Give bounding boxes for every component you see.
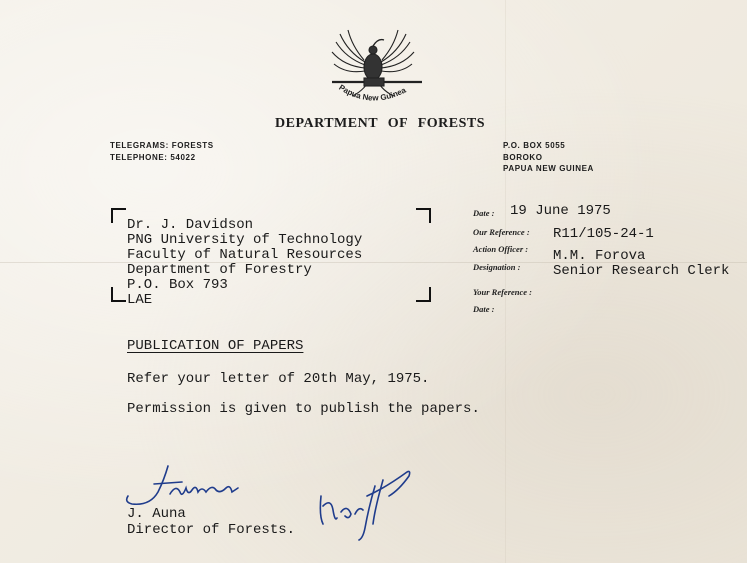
telegrams-line: TELEGRAMS: FORESTS [110, 141, 214, 150]
letterhead-left [110, 140, 214, 163]
address-line: LAE [127, 292, 153, 308]
bird-of-paradise-crest-icon [318, 22, 438, 110]
country-line: PAPUA NEW GUINEA [503, 164, 594, 173]
address-line: Faculty of Natural Resources [127, 247, 363, 263]
crest-country-text: Papua New Guinea [337, 82, 408, 103]
po-box-line: P.O. BOX 5055 [503, 141, 566, 150]
designation-label: Designation : [473, 262, 521, 272]
date-label: Date : [473, 208, 495, 218]
signatory-name: J. Auna [127, 506, 186, 522]
address-line: Department of Forestry [127, 262, 312, 278]
action-officer-value: M.M. Forova [553, 248, 646, 264]
address-bracket [111, 287, 126, 302]
letterhead-right [503, 140, 594, 175]
address-line: P.O. Box 793 [127, 277, 228, 293]
recipient-address [127, 218, 362, 308]
action-officer-label: Action Officer : [473, 244, 529, 254]
designation-value: Senior Research Clerk [553, 263, 730, 279]
city-line: BOROKO [503, 152, 543, 162]
address-line: PNG University of Technology [127, 232, 363, 248]
address-bracket [111, 208, 126, 223]
address-bracket [416, 208, 431, 223]
date-value: 19 June 1975 [510, 203, 611, 219]
signatory-title: Director of Forests. [127, 522, 296, 538]
your-date-label: Date : [473, 304, 495, 314]
department-title: DEPARTMENT OF FORESTS [275, 116, 485, 131]
our-reference-label: Our Reference : [473, 227, 530, 237]
paper-crease [505, 0, 506, 563]
subject-line: PUBLICATION OF PAPERS [127, 338, 304, 354]
address-line: Dr. J. Davidson [127, 217, 254, 233]
your-reference-label: Your Reference : [473, 287, 533, 297]
body-line-2: Permission is given to publish the papers. [127, 401, 480, 417]
body-line-1: Refer your letter of 20th May, 1975. [127, 371, 430, 387]
telephone-line: TELEPHONE: 54022 [110, 152, 196, 162]
address-bracket [416, 287, 431, 302]
initials-signature [315, 466, 415, 544]
our-reference-value: R11/105-24-1 [553, 226, 654, 242]
